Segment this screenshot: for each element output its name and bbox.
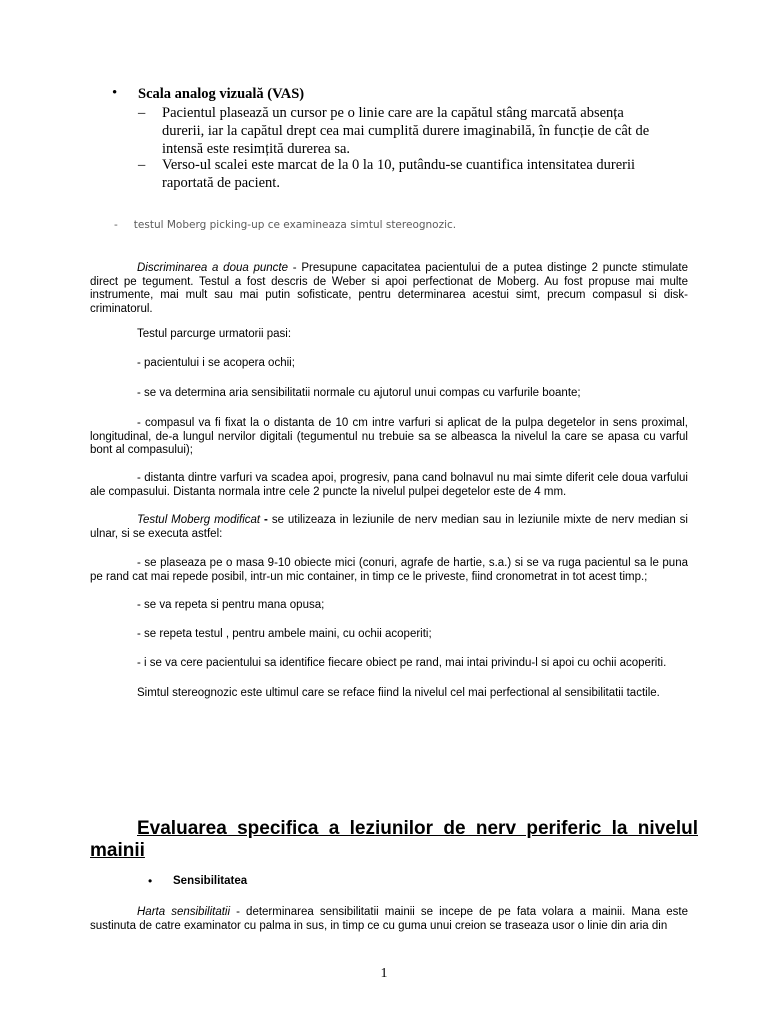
paragraph-text: Testul parcurge urmatorii pasi: bbox=[137, 328, 292, 340]
paragraph-text: - se plaseaza pe o masa 9-10 obiecte mici (conuri, agrafe de hartie, s.a.) si se va ruga pacientul sa le puna pe rand cat mai repede posibil, intr-un mic container, in timp ce le priveste, fiind cronometrat in tot acest timp.; bbox=[90, 557, 688, 583]
paragraph bbox=[90, 328, 688, 342]
paragraph-text: - Presupune capacitatea pacientului de a putea distinge 2 puncte stimulate direct pe tegument. Testul a fost descris de Weber si apoi perfectionat de Moberg. Au fost propuse mai multe instrumente, mai mult sau mai putin sofisticate, pentru determinarea acestui simt, precum compasul si disk-criminatorul. bbox=[90, 262, 688, 315]
page-number: 1 bbox=[380, 966, 388, 981]
paragraph-text: - determinarea sensibilitatii mainii se incepe de pe fata volara a mainii. Mana este sustinuta de catre examinator cu palma in sus, in timp ce cu guma unui creion se traseaza usor o linie din aria din bbox=[90, 906, 688, 932]
dash-marker: - bbox=[114, 219, 118, 231]
paragraph bbox=[90, 557, 688, 584]
dash-marker: – bbox=[138, 105, 146, 121]
vas-item-1 bbox=[138, 104, 662, 158]
term-harta: Harta sensibilitatii bbox=[137, 906, 231, 918]
paragraph bbox=[90, 417, 688, 458]
bullet-icon: • bbox=[148, 874, 153, 888]
paragraph-text: - i se va cere pacientului sa identifice fiecare obiect pe rand, mai intai privindu-l si apoi cu ochii acoperiti. bbox=[137, 657, 667, 669]
paragraph-text: Simtul stereognozic este ultimul care se reface fiind la nivelul cel mai perfectional al sensibilitatii tactile. bbox=[137, 687, 660, 699]
vas-item-2-text: Verso-ul scalei este marcat de la 0 la 10, putându-se cuantifica intensitatea durerii raportată de pacient. bbox=[162, 157, 636, 191]
paragraph-text: - se repeta testul , pentru ambele maini, cu ochii acoperiti; bbox=[137, 628, 432, 640]
vas-item-2 bbox=[138, 156, 662, 192]
paragraph bbox=[90, 472, 688, 499]
paragraph-text: - distanta dintre varfuri va scadea apoi, progresiv, pana cand bolnavul nu mai simte diferit cele doua varfului ale compasului. Distanta normala intre cele 2 puncte la nivelul pulpei degetelor este de 4 mm. bbox=[90, 472, 688, 498]
paragraph-moberg-modificat bbox=[90, 514, 688, 541]
paragraph-text: - compasul va fi fixat la o distanta de 10 cm intre varfuri si aplicat de la pulpa degetelor in sens proximal, longitudinal, de-a lungul nervilor digitali (tegumentul nu trebuie sa se albeasca la nivelul la care se apasa cu varful bont al compasului); bbox=[90, 417, 688, 456]
section-heading bbox=[90, 818, 698, 862]
moberg-list-item bbox=[114, 219, 456, 231]
paragraph bbox=[90, 357, 688, 371]
paragraph-text: - pacientului i se acopera ochii; bbox=[137, 357, 295, 369]
term-moberg-modificat: Testul Moberg modificat bbox=[137, 514, 261, 526]
paragraph bbox=[90, 687, 688, 701]
vas-title: Scala analog vizuală (VAS) bbox=[138, 86, 305, 102]
dash-marker: – bbox=[138, 157, 146, 173]
paragraph-harta bbox=[90, 906, 688, 933]
paragraph bbox=[90, 387, 688, 401]
paragraph-text: se utilizeaza in leziunile de nerv median sau in leziunile mixte de nerv median si ulnar, si se executa astfel: bbox=[90, 514, 688, 540]
term-discriminare: Discriminarea a doua puncte bbox=[137, 262, 289, 274]
section-heading-text: Evaluarea specifica a leziunilor de nerv periferic la nivelul mainii bbox=[90, 818, 698, 861]
paragraph bbox=[90, 657, 688, 671]
paragraph bbox=[90, 599, 688, 613]
paragraph-text: - se va determina aria sensibilitatii normale cu ajutorul unui compas cu varfurile boante; bbox=[137, 387, 581, 399]
moberg-list-text: testul Moberg picking-up ce examineaza simtul stereognozic. bbox=[133, 219, 457, 231]
bullet-icon: • bbox=[112, 85, 118, 101]
separator: - bbox=[260, 514, 272, 526]
paragraph-discriminare bbox=[90, 262, 688, 316]
vas-item-1-text: Pacientul plasează un cursor pe o linie care are la capătul stâng marcată absența durerii, iar la capătul drept cea mai cumplită durere imaginabilă, în funcție de cât de intensă este resimțită durerea sa. bbox=[162, 105, 650, 157]
paragraph-text: - se va repeta si pentru mana opusa; bbox=[137, 599, 325, 611]
paragraph bbox=[90, 628, 688, 642]
subheading-sensibilitatea: Sensibilitatea bbox=[173, 875, 248, 887]
